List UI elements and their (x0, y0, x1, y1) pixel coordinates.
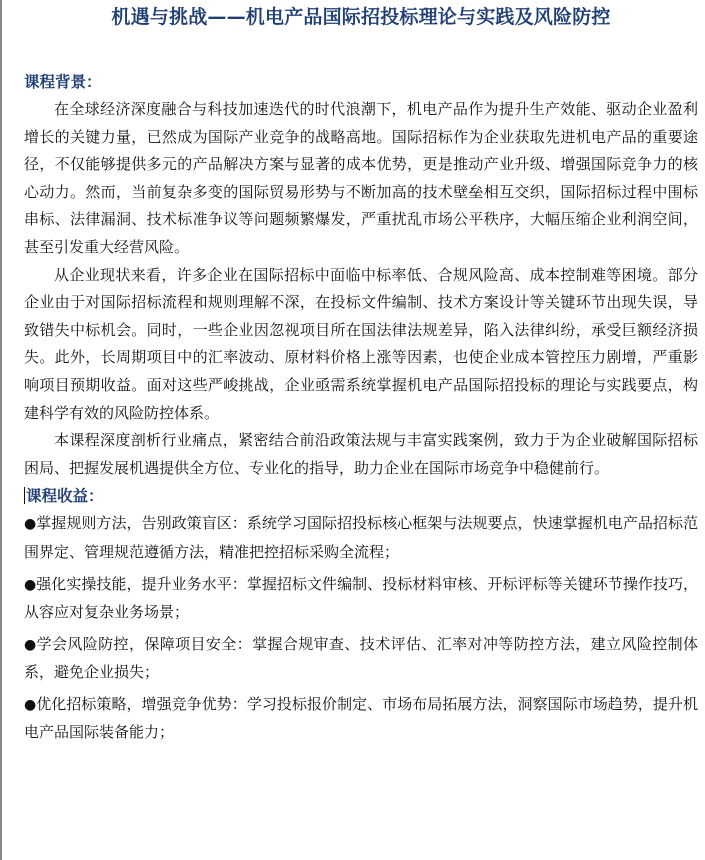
background-paragraph-1: 在全球经济深度融合与科技加速迭代的时代浪潮下，机电产品作为提升生产效能、驱动企业盈利增长的关键力量，已然成为国际产业竞争的战略高地。国际招标作为企业获取先进机电产品的重要途径，不仅能够提供多元的产品解决方案与显著的成本优势，更是推动产业升级、增强国际竞争力的核心动力。然而，当前复杂多变的国际贸易形势与不断加高的技术壁垒相互交织，国际招标过程中围标串标、法律漏洞、技术标准争议等问题频繁爆发，严重扰乱市场公平秩序，大幅压缩企业利润空间，甚至引发重大经营风险。 (24, 100, 698, 256)
background-paragraph-3: 本课程深度剖析行业痛点，紧密结合前沿政策法规与丰富实践案例，致力于为企业破解国际招标困局、把握发展机遇提供全方位、专业化的指导，助力企业在国际市场竞争中稳健前行。 (24, 431, 698, 477)
benefit-text: 强化实操技能，提升业务水平：掌握招标文件编制、投标材料审核、开标评标等关键环节操作技巧，从容应对复杂业务场景； (24, 574, 698, 622)
benefits-heading: 课程收益： (26, 487, 104, 506)
benefits-heading-row (24, 482, 698, 510)
document-title: 机遇与挑战——机电产品国际招投标理论与实践及风险防控 (111, 6, 611, 28)
benefit-text: 掌握规则方法，告别政策盲区：系统学习国际招投标核心框架与法规要点，快速掌握机电产品招标范围界定、管理规范遵循方法，精准把控招标采购全流程； (24, 514, 698, 561)
page-left-border (0, 0, 2, 860)
background-heading: 课程背景： (24, 73, 102, 91)
benefit-item-4 (24, 691, 698, 747)
background-paragraph-2: 从企业现状来看，许多企业在国际招标中面临中标率低、合规风险高、成本控制难等困境。部分企业由于对国际招标流程和规则理解不深，在投标文件编制、技术方案设计等关键环节出现失误，导致错失中标机会。同时，一些企业因忽视项目所在国法律法规差异，陷入法律纠纷，承受巨额经济损失。此外，长周期项目中的汇率波动、原材料价格上涨等因素，也使企业成本管控压力剧增，严重影响项目预期收益。面对这些严峻挑战，企业亟需系统掌握机电产品国际招投标的理论与实践要点，构建科学有效的风险防控体系。 (24, 265, 698, 422)
benefit-item-3 (24, 631, 698, 687)
bullet-icon: ● (24, 696, 37, 713)
document-body (24, 0, 698, 751)
benefit-item-1 (24, 510, 698, 566)
text-cursor (24, 487, 25, 504)
bullet-icon: ● (24, 516, 37, 533)
bullet-icon: ● (24, 576, 37, 593)
benefit-text: 学会风险防控，保障项目安全：掌握合规审查、技术评估、汇率对冲等防控方法，建立风险控制体系，避免企业损失； (24, 634, 698, 682)
bullet-icon: ● (24, 636, 37, 653)
benefit-text: 优化招标策略，增强竞争优势：学习投标报价制定、市场布局拓展方法，洞察国际市场趋势，提升机电产品国际装备能力； (24, 694, 698, 742)
benefit-item-2 (24, 571, 698, 627)
